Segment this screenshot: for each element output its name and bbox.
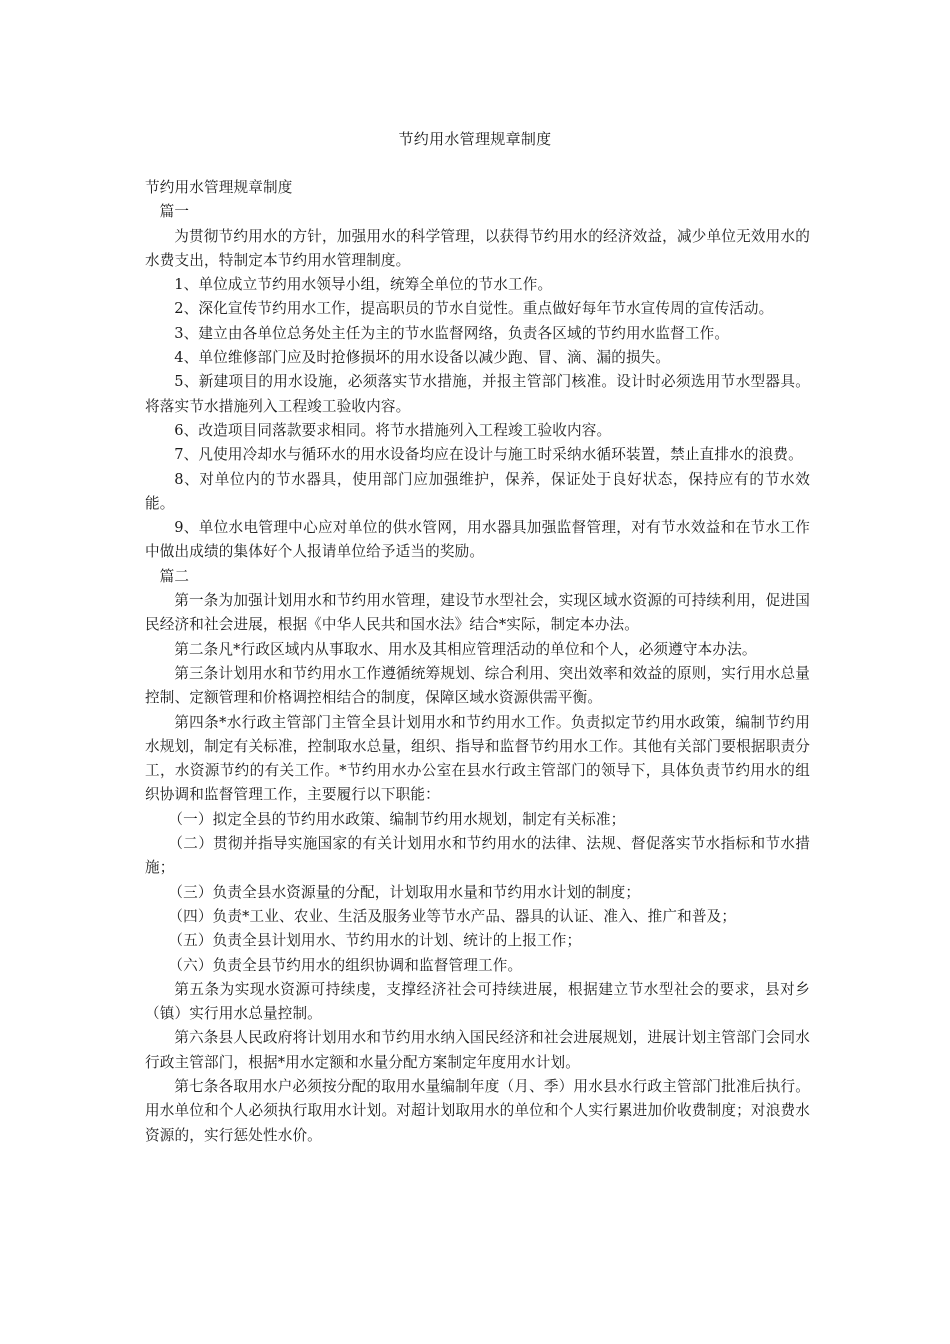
paragraph: 第二条凡*行政区域内从事取水、用水及其相应管理活动的单位和个人，必须遵守本办法。 <box>174 640 757 658</box>
paragraph: 第三条计划用水和节约用水工作遵循统筹规划、综合利用、突出效率和效益的原则，实行用水总量控制、定额管理和价格调控相结合的制度，保障区域水资源供需平衡。 <box>145 664 810 707</box>
paragraph: 5、新建项目的用水设施，必须落实节水措施，并报主管部门核准。设计时必须选用节水型器具。将落实节水措施列入工程竣工验收内容。 <box>145 373 810 415</box>
paragraph: 为贯彻节约用水的方针，加强用水的科学管理，以获得节约用水的经济效益，减少单位无效用水的水费支出，特制定本节约用水管理制度。 <box>145 227 810 269</box>
list-item: （三）负责全县水资源量的分配，计划取用水量和节约用水计划的制度； <box>168 883 641 901</box>
paragraph: 第七条各取用水户必须按分配的取用水量编制年度（月、季）用水县水行政主管部门批准后执行。用水单位和个人必须执行取用水计划。对超计划取用水的单位和个人实行累进加价收费制度；对浪费水资源的，实行惩处性水价。 <box>145 1077 810 1144</box>
list-item: （五）负责全县计划用水、节约用水的计划、统计的上报工作； <box>168 932 582 950</box>
paragraph: 2、深化宣传节约用水工作，提高职员的节水自觉性。重点做好每年节水宣传周的宣传活动。 <box>174 300 774 318</box>
list-item: （四）负责*工业、农业、生活及服务业等节水产品、器具的认证、准入、推广和普及； <box>168 907 737 925</box>
paragraph: 3、建立由各单位总务处主任为主的节水监督网络，负责各区域的节约用水监督工作。 <box>174 324 730 342</box>
list-item: （六）负责全县节约用水的组织协调和监督管理工作。 <box>168 956 523 974</box>
paragraph: 第五条为实现水资源可持续虔，支撑经济社会可持续进展，根据建立节水型社会的要求，县对乡（镇）实行用水总量控制。 <box>145 980 810 1023</box>
document-body <box>145 176 810 1148</box>
paragraph: 9、单位水电管理中心应对单位的供水管网，用水器具加强监督管理，对有节水效益和在节水工作中做出成绩的集体好个人报请单位给予适当的奖励。 <box>145 519 810 561</box>
paragraph: 第一条为加强计划用水和节约用水管理，建设节水型社会，实现区域水资源的可持续利用，促进国民经济和社会进展，根据《中华人民共和国水法》结合*实际，制定本办法。 <box>145 592 810 634</box>
section-heading: 篇二 <box>159 567 190 585</box>
paragraph: 8、对单位内的节水器具，使用部门应加强维护，保养，保证处于良好状态，保持应有的节水效能。 <box>145 470 810 512</box>
document-title: 节约用水管理规章制度 <box>398 130 552 148</box>
paragraph: 7、凡使用冷却水与循环水的用水设备均应在设计与施工时采纳水循环装置，禁止直排水的浪费。 <box>174 446 803 464</box>
section-heading: 篇一 <box>159 203 190 221</box>
document-subtitle: 节约用水管理规章制度 <box>145 179 293 196</box>
list-item: （一）拟定全县的节约用水政策、编制节约用水规划，制定有关标准； <box>168 810 626 828</box>
paragraph: 6、改造项目同落款要求相同。将节水措施列入工程竣工验收内容。 <box>174 421 612 439</box>
paragraph: 第六条县人民政府将计划用水和节约用水纳入国民经济和社会进展规划，进展计划主管部门会同水行政主管部门，根据*用水定额和水量分配方案制定年度用水计划。 <box>145 1029 810 1071</box>
paragraph: 1、单位成立节约用水领导小组，统筹全单位的节水工作。 <box>174 276 553 294</box>
paragraph: 4、单位维修部门应及时抢修损坏的用水设备以减少跑、冒、滴、漏的损失。 <box>174 349 671 367</box>
list-item: （二）贯彻并指导实施国家的有关计划用水和节约用水的法律、法规、督促落实节水指标和节水措施； <box>145 835 810 877</box>
paragraph: 第四条*水行政主管部门主管全县计划用水和节约用水工作。负责拟定节约用水政策，编制节约用水规划，制定有关标准，控制取水总量，组织、指导和监督节约用水工作。其他有关部门要根据职责分工，水资源节约的有关工作。*节约用水办公室在县水行政主管部门的领导下，具体负责节约用水的组织协调和监督管理工作，主要履行以下职能： <box>145 713 810 804</box>
